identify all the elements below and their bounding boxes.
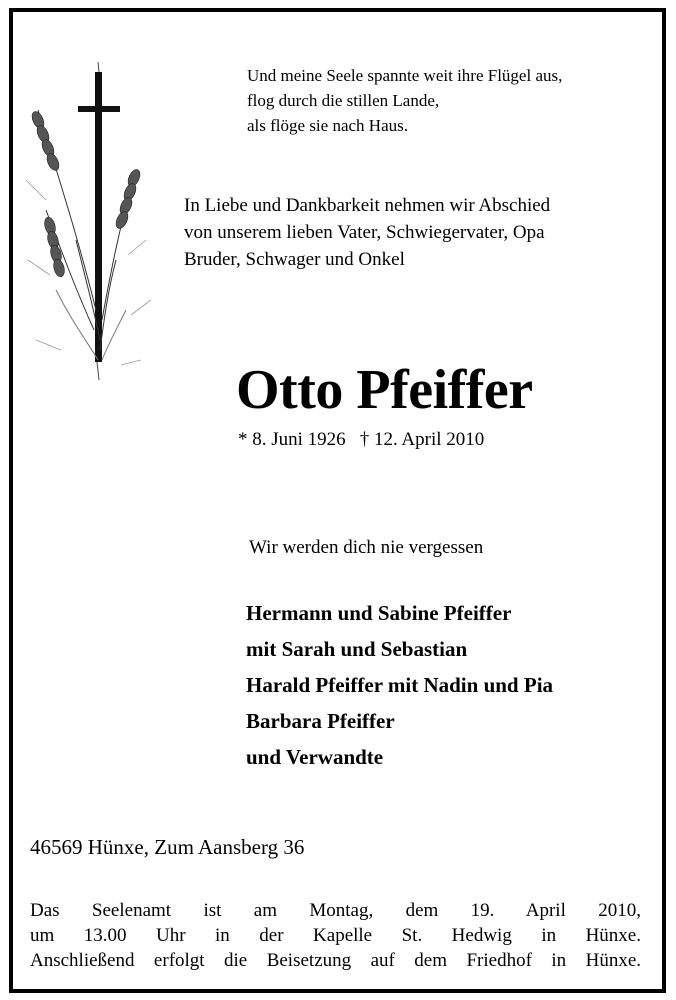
deceased-name: Otto Pfeiffer — [236, 359, 533, 421]
birth-date: * 8. Juni 1926 — [238, 429, 346, 450]
farewell-intro — [184, 192, 550, 273]
mourner-line: mit Sarah und Sebastian — [246, 637, 468, 661]
family-address: 46569 Hünxe, Zum Aansberg 36 — [30, 835, 305, 859]
cross-icon — [78, 62, 120, 380]
grass-strokes-icon — [26, 180, 151, 365]
mourner-line: Hermann und Sabine Pfeiffer — [246, 601, 512, 625]
wheat-ears-icon — [30, 110, 143, 278]
intro-line: Bruder, Schwager und Onkel — [184, 249, 405, 270]
life-dates — [238, 427, 484, 453]
funeral-notice — [30, 898, 641, 973]
notice-line: um 13.00 Uhr in der Kapelle St. Hedwig in Hünxe. — [30, 925, 641, 946]
mourner-line: Barbara Pfeiffer — [246, 709, 395, 733]
poem-verse — [247, 63, 562, 138]
intro-line: In Liebe und Dankbarkeit nehmen wir Abschied — [184, 195, 551, 216]
poem-line: Und meine Seele spannte weit ihre Flügel aus, — [247, 66, 563, 85]
poem-line: als flöge sie nach Haus. — [247, 116, 408, 135]
intro-line: von unserem lieben Vater, Schwiegervater, Opa — [184, 222, 545, 243]
mourner-line: Harald Pfeiffer mit Nadin und Pia — [246, 673, 554, 697]
mourner-line: und Verwandte — [246, 745, 384, 769]
cross-wheat-emblem — [16, 60, 166, 400]
death-date: † 12. April 2010 — [359, 429, 485, 450]
notice-line: Anschließend erfolgt die Beisetzung auf dem Friedhof in Hünxe. — [30, 950, 641, 971]
notice-line: Das Seelenamt ist am Montag, dem 19. April 2010, — [30, 900, 641, 921]
mourners-list — [246, 595, 553, 775]
poem-line: flog durch die stillen Lande, — [247, 91, 440, 110]
memorial-motto: Wir werden dich nie vergessen — [249, 537, 484, 558]
